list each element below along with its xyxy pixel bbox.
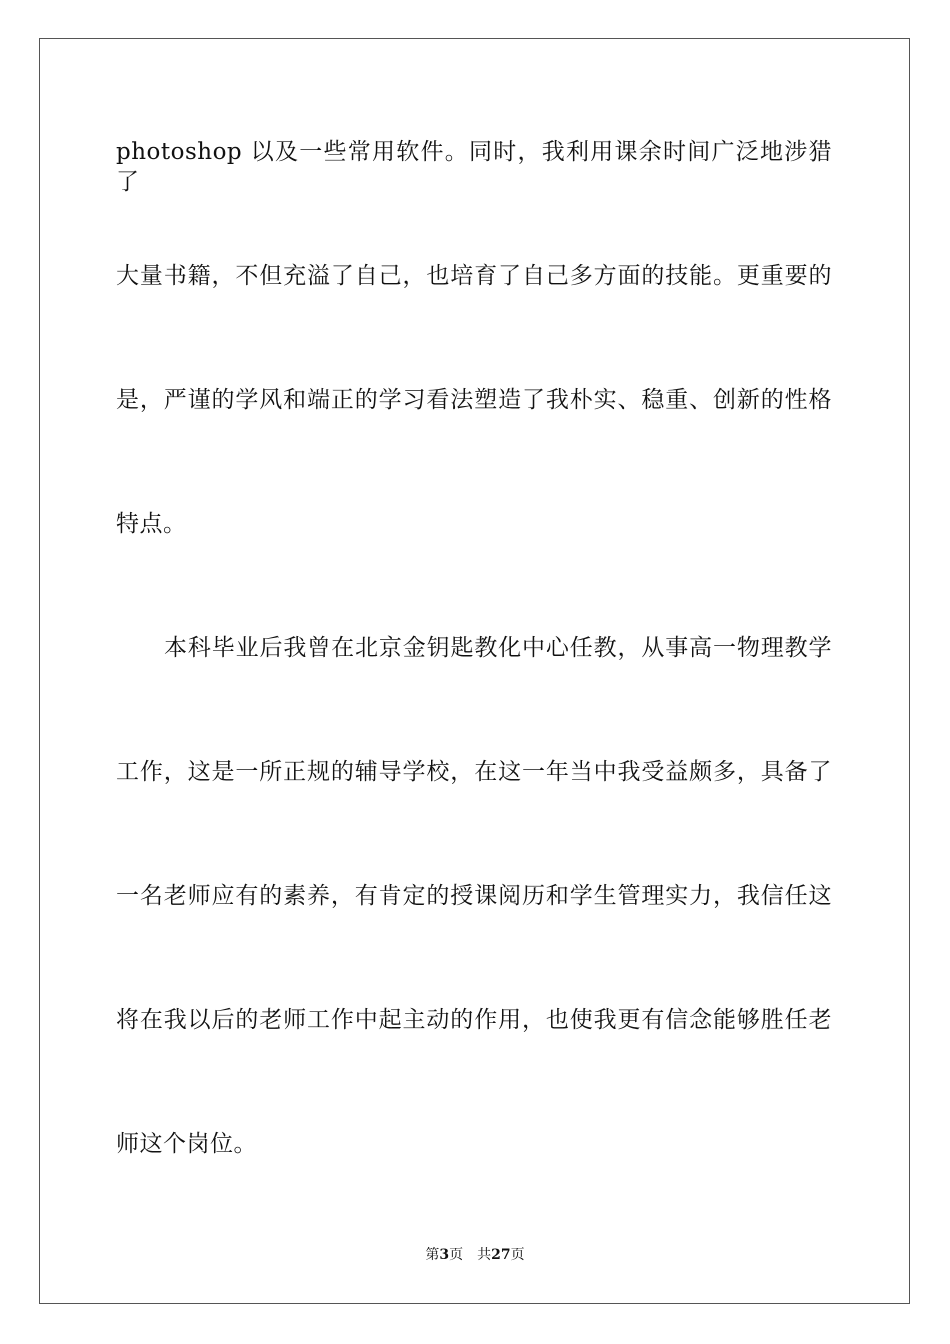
footer-page-suffix: 页	[449, 1247, 464, 1263]
paragraph-line-3: 是，严谨的学风和端正的学习看法塑造了我朴实、稳重、创新的性格	[116, 387, 832, 413]
page-footer	[0, 1245, 950, 1265]
paragraph-line-1: photoshop 以及一些常用软件。同时，我利用课余时间广泛地涉猎了	[116, 139, 832, 195]
footer-total-number: 27	[491, 1247, 511, 1263]
paragraph-line-4: 特点。	[116, 511, 187, 537]
paragraph-line-5: 本科毕业后我曾在北京金钥匙教化中心任教，从事高一物理教学	[164, 635, 832, 661]
footer-total-suffix: 页	[510, 1247, 525, 1263]
paragraph-line-9: 师这个岗位。	[116, 1131, 257, 1157]
paragraph-line-8: 将在我以后的老师工作中起主动的作用，也使我更有信念能够胜任老	[116, 1007, 832, 1033]
page-border	[39, 38, 910, 1304]
paragraph-line-6: 工作，这是一所正规的辅导学校，在这一年当中我受益颇多，具备了	[116, 759, 832, 785]
paragraph-line-2: 大量书籍，不但充溢了自己，也培育了自己多方面的技能。更重要的	[116, 263, 832, 289]
footer-page-prefix: 第	[425, 1247, 440, 1263]
footer-total-prefix: 共	[477, 1247, 492, 1263]
paragraph-line-7: 一名老师应有的素养，有肯定的授课阅历和学生管理实力，我信任这	[116, 883, 832, 909]
footer-page-number: 3	[439, 1247, 450, 1263]
